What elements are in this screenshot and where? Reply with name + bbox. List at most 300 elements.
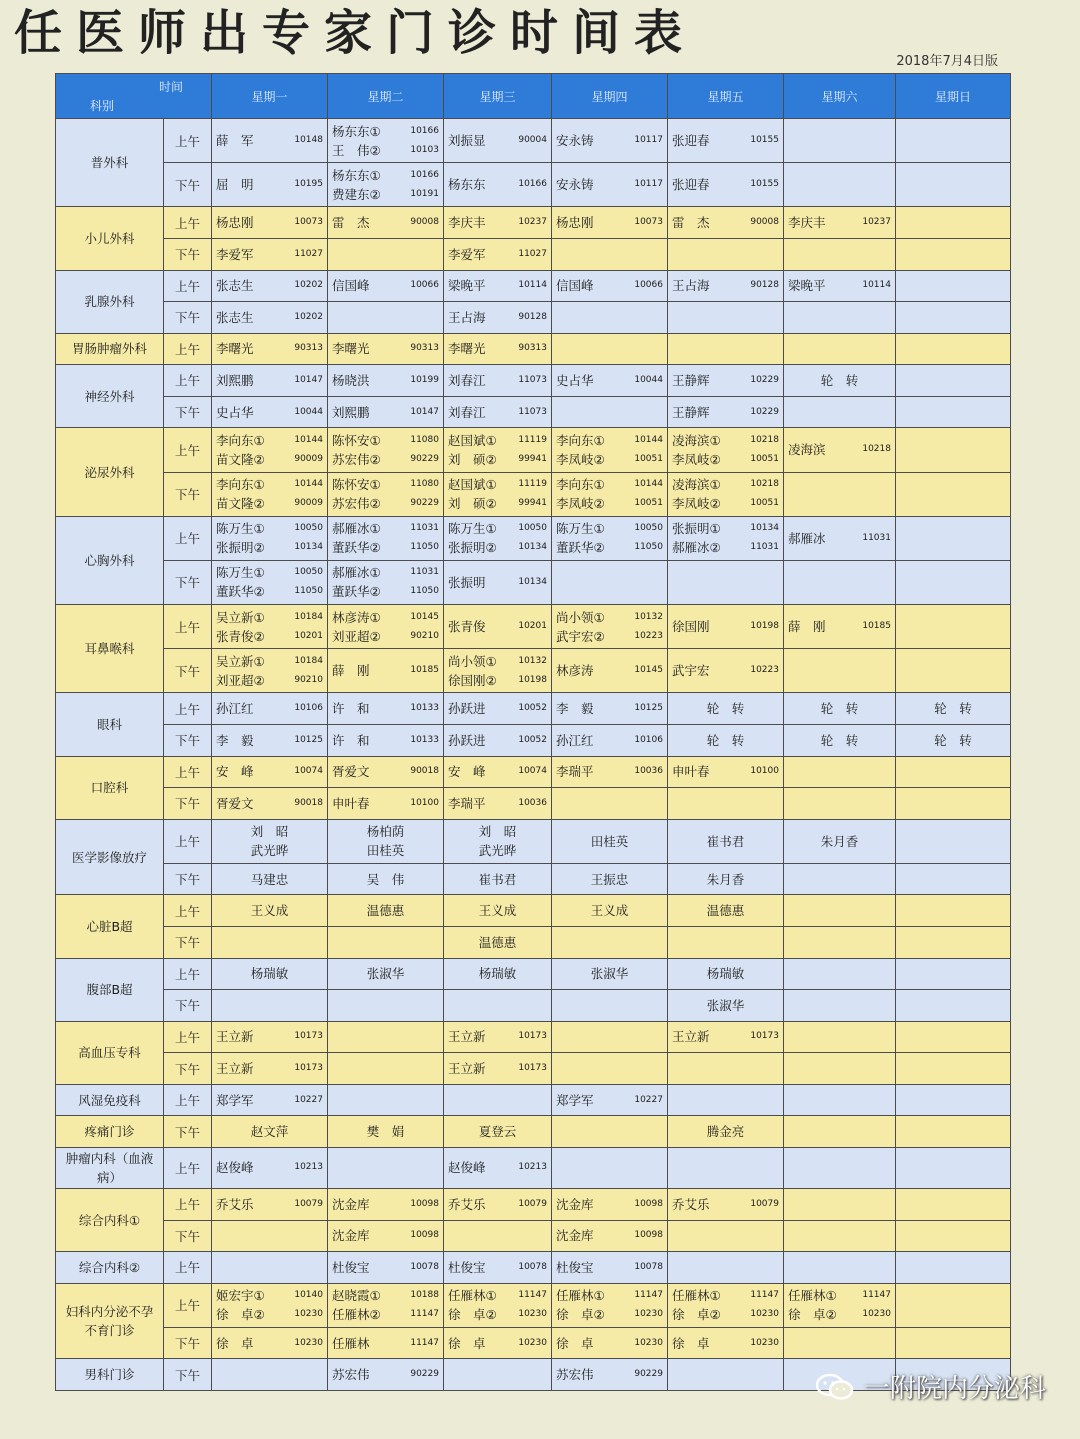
schedule-cell	[444, 863, 552, 895]
schedule-cell	[552, 207, 668, 239]
doctor-entry	[788, 617, 891, 636]
session-label: 下午	[164, 788, 212, 820]
doctor-entry	[672, 519, 779, 538]
doctor-name: 张淑华	[590, 966, 629, 982]
schedule-cell	[328, 990, 444, 1022]
schedule-row	[56, 270, 1011, 302]
doctor-code: 90128	[518, 311, 547, 322]
schedule-cell	[212, 1327, 328, 1359]
day-header: 星期一	[212, 74, 328, 119]
doctor-code: 90018	[294, 797, 323, 808]
doctor-code: 10218	[750, 479, 779, 490]
doctor-code: 11027	[518, 248, 547, 259]
schedule-cell	[328, 725, 444, 757]
doctor-entry	[332, 1286, 439, 1305]
schedule-cell	[668, 1327, 784, 1359]
schedule-cell	[212, 1359, 328, 1391]
schedule-cell	[668, 302, 784, 334]
schedule-row	[56, 428, 1011, 472]
doctor-code: 10173	[518, 1063, 547, 1074]
doctor-code: 11147	[410, 1337, 439, 1348]
doctor-entry	[448, 794, 547, 813]
schedule-row	[56, 927, 1011, 959]
doctor-code: 11031	[410, 567, 439, 578]
doctor-entry	[216, 1059, 323, 1078]
doctor-code: 11147	[634, 1290, 663, 1301]
doctor-entry	[216, 762, 323, 781]
doctor-name: 陈万生①	[448, 521, 497, 537]
schedule-cell	[784, 819, 896, 863]
doctor-name: 李凤岐②	[556, 496, 605, 512]
dept-label: 科别	[90, 99, 115, 113]
doctor-name: 李爱军	[448, 246, 486, 262]
doctor-name: 苗文隆②	[216, 496, 265, 512]
doctor-name: 苏宏伟	[556, 1367, 594, 1383]
doctor-entry	[556, 1365, 663, 1384]
schedule-cell	[784, 207, 896, 239]
schedule-cell	[552, 605, 668, 649]
doctor-entry	[332, 1195, 439, 1214]
doctor-code: 10052	[518, 734, 547, 745]
doctor-code: 10134	[750, 523, 779, 534]
doctor-name: 林彦涛①	[332, 609, 381, 625]
schedule-cell	[212, 396, 328, 428]
doctor-name: 王立新	[448, 1061, 486, 1077]
schedule-cell	[328, 1053, 444, 1085]
schedule-cell	[328, 119, 444, 163]
department-name: 心脏B超	[56, 895, 164, 958]
schedule-cell	[668, 863, 784, 895]
doctor-name: 赵晓霞①	[332, 1288, 381, 1304]
doctor-name: 王立新	[448, 1029, 486, 1045]
schedule-cell	[668, 333, 784, 365]
doctor-code: 10066	[410, 280, 439, 291]
doctor-name: 王义成	[590, 903, 629, 919]
doctor-name: 张振明①	[672, 521, 721, 537]
schedule-cell	[212, 302, 328, 334]
doctor-name: 董跃华②	[332, 540, 381, 556]
doctor-entry	[672, 661, 779, 680]
doctor-name: 刘 昭	[478, 824, 517, 840]
schedule-cell	[896, 895, 1011, 927]
schedule-row	[56, 895, 1011, 927]
schedule-cell	[444, 605, 552, 649]
doctor-entry	[788, 529, 891, 548]
schedule-body	[56, 119, 1011, 1391]
schedule-row	[56, 1053, 1011, 1085]
doctor-code: 10078	[634, 1261, 663, 1272]
doctor-entry	[332, 794, 439, 813]
doctor-name: 安永铸	[556, 133, 594, 149]
doctor-name: 张振明	[448, 574, 486, 590]
schedule-cell	[784, 895, 896, 927]
schedule-cell	[328, 958, 444, 990]
doctor-name: 李向东①	[216, 432, 265, 448]
schedule-cell	[896, 756, 1011, 788]
schedule-cell	[444, 1220, 552, 1252]
schedule-cell	[668, 1188, 784, 1220]
schedule-cell	[668, 365, 784, 397]
schedule-cell	[552, 1147, 668, 1188]
doctor-name: 乔艾乐	[216, 1196, 254, 1212]
schedule-cell	[896, 333, 1011, 365]
schedule-cell	[896, 270, 1011, 302]
schedule-row	[56, 472, 1011, 516]
doctor-entry	[556, 431, 663, 450]
doctor-name: 张志生	[216, 278, 254, 294]
doctor-code: 11147	[750, 1290, 779, 1301]
department-name: 神经外科	[56, 365, 164, 428]
doctor-code: 10173	[294, 1031, 323, 1042]
schedule-cell	[784, 270, 896, 302]
doctor-code: 10133	[410, 703, 439, 714]
doctor-entry	[216, 213, 323, 232]
schedule-cell	[552, 1084, 668, 1116]
session-label: 上午	[164, 1084, 212, 1116]
schedule-cell	[668, 270, 784, 302]
doctor-code: 10134	[294, 542, 323, 553]
schedule-cell	[328, 365, 444, 397]
doctor-entry	[672, 475, 779, 494]
doctor-entry	[556, 608, 663, 627]
doctor-name: 崔书君	[706, 833, 745, 849]
doctor-code: 10229	[750, 374, 779, 385]
schedule-cell	[552, 472, 668, 516]
schedule-cell	[896, 302, 1011, 334]
doctor-name: 徐 卓	[556, 1335, 594, 1351]
schedule-cell	[552, 365, 668, 397]
doctor-entry	[332, 403, 439, 422]
doctor-entry	[332, 475, 439, 494]
schedule-cell	[328, 302, 444, 334]
doctor-name: 张青俊②	[216, 628, 265, 644]
schedule-cell	[552, 302, 668, 334]
schedule-cell	[212, 1147, 328, 1188]
schedule-cell	[896, 819, 1011, 863]
department-name: 综合内科①	[56, 1188, 164, 1251]
doctor-entry	[332, 339, 439, 358]
session-label: 上午	[164, 693, 212, 725]
doctor-entry	[216, 538, 323, 557]
doctor-name: 王振忠	[590, 871, 629, 887]
doctor-entry	[332, 450, 439, 469]
doctor-code: 90313	[518, 343, 547, 354]
schedule-cell	[328, 1147, 444, 1188]
doctor-name: 张淑华	[706, 997, 745, 1013]
doctor-name: 许 和	[332, 701, 370, 717]
schedule-cell	[328, 238, 444, 270]
doctor-code: 10133	[410, 734, 439, 745]
schedule-cell	[896, 788, 1011, 820]
schedule-cell	[328, 472, 444, 516]
doctor-name: 任雁林②	[332, 1307, 381, 1323]
doctor-code: 10198	[750, 621, 779, 632]
doctor-name: 郝雁冰①	[332, 565, 381, 581]
doctor-name: 孙江红	[556, 732, 594, 748]
schedule-cell	[444, 895, 552, 927]
doctor-entry	[448, 450, 547, 469]
doctor-code: 10191	[410, 188, 439, 199]
doctor-name: 李瑞平	[448, 795, 486, 811]
doctor-code: 99941	[518, 453, 547, 464]
doctor-entry	[216, 1091, 323, 1110]
schedule-row	[56, 365, 1011, 397]
schedule-cell	[896, 1327, 1011, 1359]
schedule-row	[56, 1084, 1011, 1116]
doctor-name: 刘春江	[448, 404, 486, 420]
schedule-cell	[212, 693, 328, 725]
doctor-code: 10050	[634, 523, 663, 534]
doctor-entry	[332, 1334, 439, 1353]
session-label: 下午	[164, 302, 212, 334]
doctor-entry	[672, 213, 779, 232]
doctor-name: 张迎春	[672, 177, 710, 193]
schedule-cell	[668, 1220, 784, 1252]
doctor-code: 90008	[750, 217, 779, 228]
department-name: 综合内科②	[56, 1252, 164, 1284]
doctor-code: 10145	[634, 665, 663, 676]
schedule-cell	[668, 163, 784, 207]
doctor-name: 张青俊	[448, 619, 486, 635]
schedule-cell	[784, 1147, 896, 1188]
doctor-name: 武宇宏②	[556, 628, 605, 644]
doctor-entry	[332, 1258, 439, 1277]
doctor-code: 10044	[294, 406, 323, 417]
doctor-name: 吴 伟	[366, 871, 405, 887]
schedule-cell	[668, 756, 784, 788]
schedule-cell	[212, 819, 328, 863]
doctor-name: 赵俊峰	[448, 1160, 486, 1176]
doctor-name: 王义成	[478, 903, 517, 919]
schedule-cell	[784, 1220, 896, 1252]
schedule-cell	[328, 605, 444, 649]
schedule-cell	[784, 472, 896, 516]
schedule-cell	[784, 1283, 896, 1327]
doctor-entry	[216, 276, 323, 295]
schedule-cell	[212, 1116, 328, 1148]
doctor-code: 11080	[410, 479, 439, 490]
session-label: 下午	[164, 1220, 212, 1252]
doctor-code: 10050	[294, 567, 323, 578]
schedule-cell	[784, 1252, 896, 1284]
doctor-entry	[672, 1305, 779, 1324]
schedule-cell	[552, 163, 668, 207]
schedule-cell	[328, 1188, 444, 1220]
doctor-name: 薛 刚	[788, 619, 826, 635]
session-label: 上午	[164, 1252, 212, 1284]
doctor-name: 张迎春	[672, 133, 710, 149]
schedule-cell	[784, 1327, 896, 1359]
schedule-row	[56, 516, 1011, 560]
schedule-row	[56, 649, 1011, 693]
schedule-cell	[328, 333, 444, 365]
schedule-cell	[444, 396, 552, 428]
doctor-name: 腾金亮	[706, 1124, 745, 1140]
doctor-code: 10132	[634, 611, 663, 622]
schedule-cell	[444, 756, 552, 788]
corner-header	[56, 74, 212, 119]
doctor-name: 苏宏伟②	[332, 451, 381, 467]
doctor-name: 董跃华②	[556, 540, 605, 556]
schedule-cell	[444, 1252, 552, 1284]
doctor-code: 11050	[410, 586, 439, 597]
doctor-code: 10198	[518, 674, 547, 685]
doctor-entry	[216, 627, 323, 646]
doctor-code: 10078	[518, 1261, 547, 1272]
doctor-name: 刘春江	[448, 372, 486, 388]
schedule-cell	[784, 927, 896, 959]
doctor-code: 10079	[750, 1198, 779, 1209]
department-name: 小儿外科	[56, 207, 164, 270]
doctor-entry	[216, 245, 323, 264]
doctor-code: 90210	[410, 630, 439, 641]
session-label: 下午	[164, 163, 212, 207]
doctor-code: 10201	[518, 621, 547, 632]
schedule-cell	[896, 725, 1011, 757]
doctor-code: 11119	[518, 434, 547, 445]
department-name: 风湿免疫科	[56, 1084, 164, 1116]
day-header: 星期三	[444, 74, 552, 119]
doctor-code: 90229	[410, 498, 439, 509]
session-label: 上午	[164, 819, 212, 863]
schedule-cell	[784, 1021, 896, 1053]
department-name: 腹部B超	[56, 958, 164, 1021]
schedule-cell	[328, 163, 444, 207]
doctor-entry	[788, 1286, 891, 1305]
doctor-entry	[672, 494, 779, 513]
schedule-cell	[328, 516, 444, 560]
schedule-cell	[668, 1283, 784, 1327]
schedule-cell	[212, 605, 328, 649]
schedule-cell	[328, 1084, 444, 1116]
doctor-entry	[788, 213, 891, 232]
schedule-cell	[328, 1220, 444, 1252]
doctor-name: 安 峰	[216, 764, 254, 780]
schedule-cell	[784, 119, 896, 163]
doctor-code: 10201	[294, 630, 323, 641]
doctor-name: 王立新	[216, 1061, 254, 1077]
doctor-code: 90009	[294, 453, 323, 464]
doctor-code: 10114	[518, 280, 547, 291]
doctor-code: 10114	[862, 280, 891, 291]
schedule-cell	[212, 516, 328, 560]
doctor-name: 任雁林①	[788, 1288, 837, 1304]
doctor-code: 10125	[634, 703, 663, 714]
doctor-entry	[672, 617, 779, 636]
doctor-name: 轮 转	[820, 732, 859, 748]
schedule-cell	[896, 472, 1011, 516]
schedule-cell	[328, 788, 444, 820]
doctor-name: 樊 娟	[366, 1124, 405, 1140]
doctor-name: 李向东①	[556, 477, 605, 493]
doctor-entry	[556, 627, 663, 646]
doctor-code: 10230	[750, 1337, 779, 1348]
doctor-name: 梁晚平	[788, 278, 826, 294]
schedule-cell	[444, 207, 552, 239]
doctor-entry	[448, 538, 547, 557]
doctor-entry	[448, 617, 547, 636]
schedule-row	[56, 1283, 1011, 1327]
session-label: 下午	[164, 863, 212, 895]
schedule-row	[56, 863, 1011, 895]
doctor-code: 10134	[518, 576, 547, 587]
schedule-cell	[444, 472, 552, 516]
schedule-cell	[212, 1188, 328, 1220]
doctor-entry	[448, 339, 547, 358]
doctor-entry	[216, 494, 323, 513]
schedule-cell	[328, 649, 444, 693]
page-title: 任医师出专家门诊时间表	[14, 5, 697, 61]
doctor-entry	[332, 661, 439, 680]
doctor-name: 史占华	[556, 372, 594, 388]
doctor-entry	[672, 1334, 779, 1353]
session-label: 上午	[164, 605, 212, 649]
doctor-entry	[672, 403, 779, 422]
schedule-cell	[444, 819, 552, 863]
doctor-code: 10145	[410, 611, 439, 622]
session-label: 上午	[164, 207, 212, 239]
doctor-entry	[448, 431, 547, 450]
schedule-cell	[896, 1252, 1011, 1284]
doctor-entry	[448, 403, 547, 422]
day-header: 星期五	[668, 74, 784, 119]
doctor-name: 杨忠刚	[556, 215, 594, 231]
schedule-cell	[552, 1021, 668, 1053]
schedule-cell	[212, 725, 328, 757]
doctor-name: 任雁林	[332, 1335, 370, 1351]
doctor-name: 苗文隆②	[216, 451, 265, 467]
schedule-row	[56, 693, 1011, 725]
schedule-cell	[668, 1021, 784, 1053]
schedule-cell	[896, 693, 1011, 725]
doctor-name: 信国峰	[332, 278, 370, 294]
doctor-entry	[216, 1286, 323, 1305]
doctor-entry	[672, 276, 779, 295]
doctor-name: 陈万生①	[216, 521, 265, 537]
doctor-entry	[216, 794, 323, 813]
doctor-code: 10230	[518, 1309, 547, 1320]
session-label: 上午	[164, 1147, 212, 1188]
schedule-cell	[444, 1116, 552, 1148]
session-label: 下午	[164, 649, 212, 693]
schedule-row	[56, 725, 1011, 757]
doctor-entry	[448, 175, 547, 194]
schedule-cell	[668, 819, 784, 863]
schedule-row	[56, 1220, 1011, 1252]
doctor-code: 10223	[634, 630, 663, 641]
schedule-cell	[552, 270, 668, 302]
doctor-name: 杜俊宝	[332, 1259, 370, 1275]
schedule-cell	[896, 1188, 1011, 1220]
doctor-entry	[332, 731, 439, 750]
doctor-name: 轮 转	[820, 701, 859, 717]
schedule-cell	[328, 927, 444, 959]
doctor-name: 赵国斌①	[448, 432, 497, 448]
doctor-entry	[332, 538, 439, 557]
doctor-code: 10050	[518, 523, 547, 534]
schedule-cell	[444, 788, 552, 820]
schedule-cell	[668, 895, 784, 927]
doctor-code: 10213	[518, 1162, 547, 1173]
schedule-cell	[328, 1327, 444, 1359]
schedule-cell	[552, 119, 668, 163]
doctor-code: 10036	[518, 797, 547, 808]
schedule-cell	[328, 1283, 444, 1327]
schedule-cell	[328, 396, 444, 428]
session-label: 上午	[164, 958, 212, 990]
doctor-code: 10230	[750, 1309, 779, 1320]
schedule-cell	[668, 605, 784, 649]
